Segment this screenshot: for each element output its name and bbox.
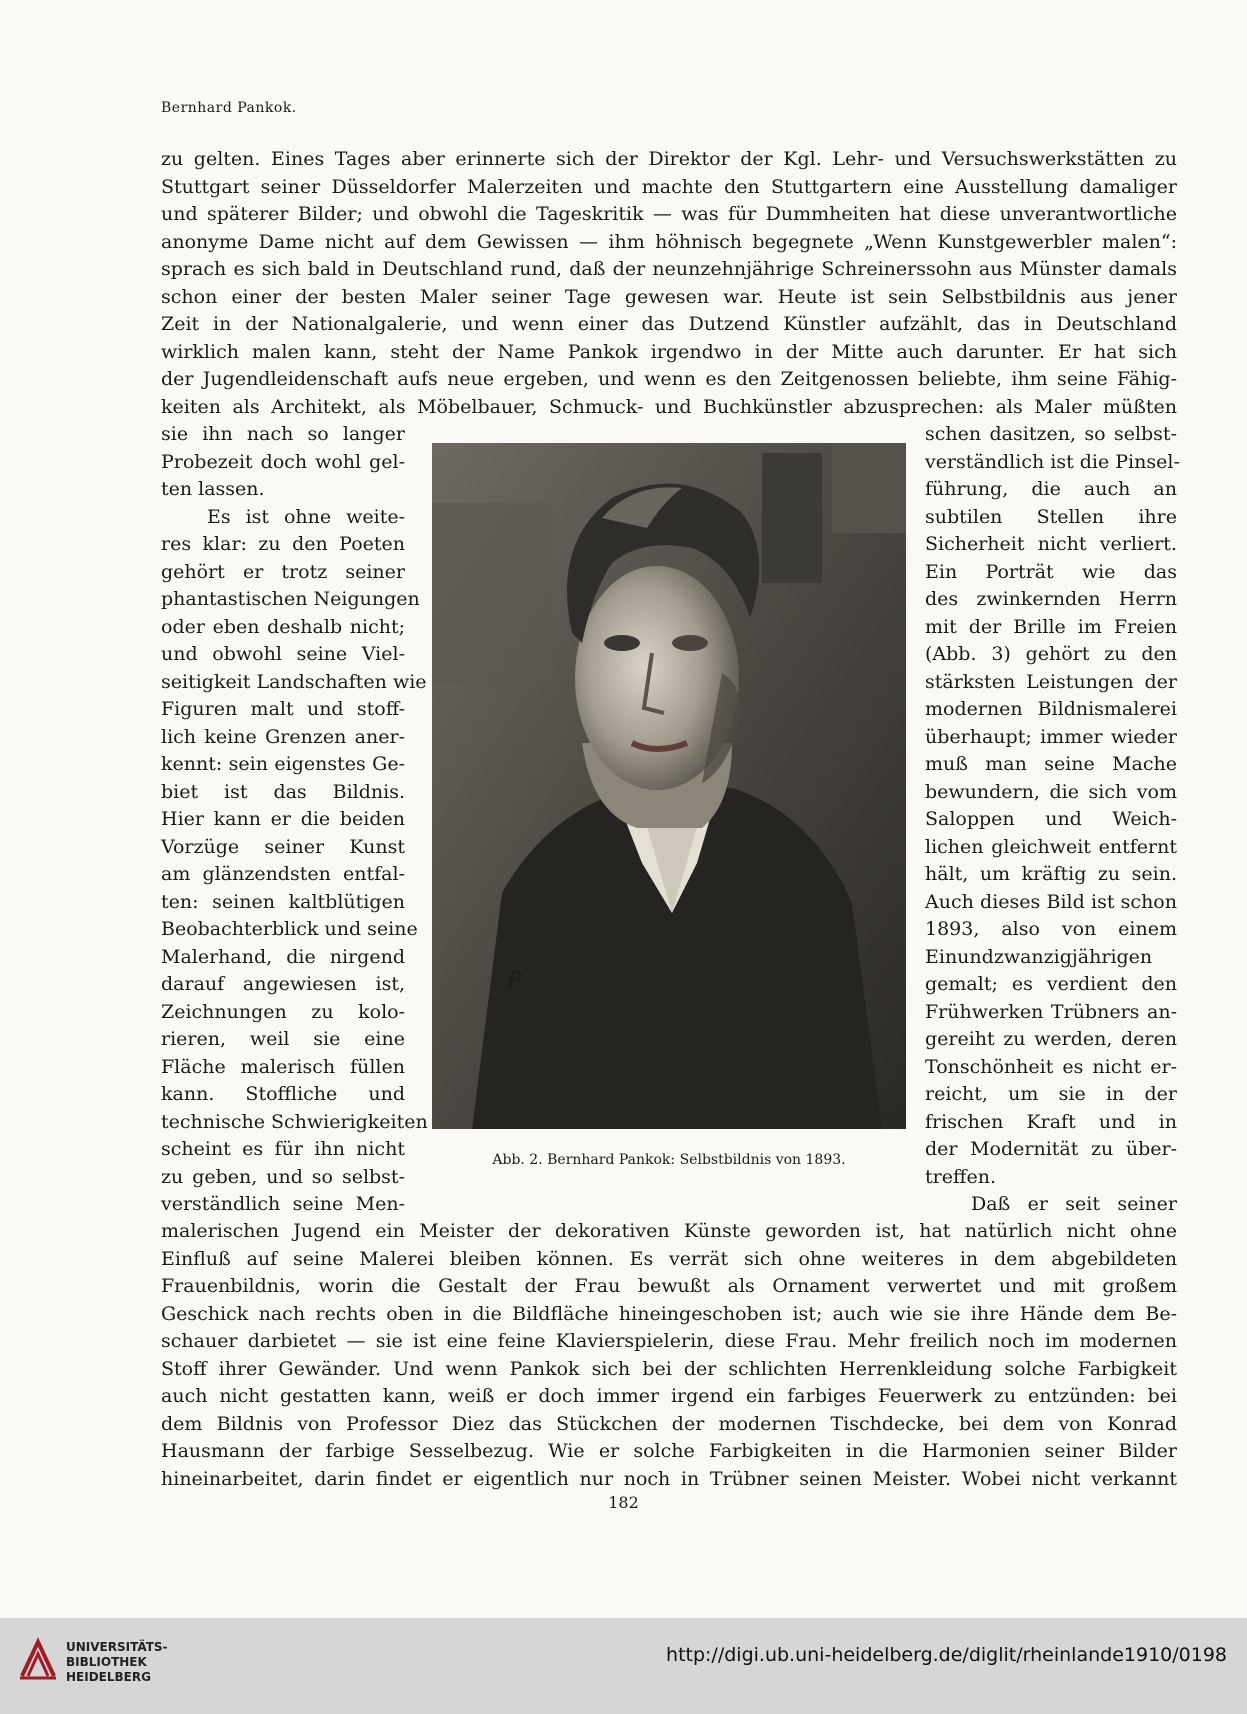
left-column-line: zu geben, und so selbst-	[161, 1165, 405, 1188]
left-column-line: Beobachterblick und seine	[161, 918, 418, 940]
left-column-line: oder eben deshalb nicht;	[161, 615, 405, 638]
text-line: Hausmann der farbige Sesselbezug. Wie er solche Farbigkeiten in die Harmonien seiner Bilder	[161, 1440, 1177, 1462]
right-column-line: führung, die auch an	[925, 478, 1177, 500]
text-line: Stoff ihrer Gewänder. Und wenn Pankok sich bei der schlichten Herrenkleidung solche Farbigkeit	[161, 1357, 1177, 1380]
left-column-line: verständlich seine Men-	[161, 1193, 405, 1215]
left-column-line: rieren, weil sie eine	[161, 1028, 405, 1050]
text-line: schon einer der besten Maler seiner Tage gewesen war. Heute ist sein Selbstbildnis aus jener	[161, 285, 1177, 308]
right-column-line: 1893, also von einem	[925, 918, 1177, 940]
footer-bar	[0, 1618, 1247, 1714]
text-line: Geschick nach rechts oben in die Bildfläche hineingeschoben ist; auch wie sie ihre Hände dem Be-	[161, 1302, 1177, 1325]
left-column-line: Fläche malerisch füllen	[161, 1055, 405, 1078]
self-portrait-painting	[432, 443, 906, 1129]
text-line: Stuttgart seiner Düsseldorfer Malerzeiten und machte den Stuttgartern eine Ausstellung damaliger	[161, 175, 1177, 198]
left-column-line: Vorzüge seiner Kunst	[161, 835, 405, 858]
right-column-line: (Abb. 3) gehört zu den	[925, 643, 1177, 665]
left-column-line: und obwohl seine Viel-	[161, 643, 405, 665]
page-number: 182	[608, 1493, 639, 1512]
left-column-line: Figuren malt und stoff-	[161, 698, 405, 720]
left-column-line: ten: seinen kaltblütigen	[161, 890, 405, 913]
right-column-line: Sicherheit nicht verliert.	[925, 533, 1177, 555]
right-column-line: überhaupt; immer wieder	[925, 725, 1177, 748]
running-head: Bernhard Pankok.	[161, 100, 297, 116]
left-column-line: scheint es für ihn nicht	[161, 1138, 405, 1160]
left-column-line: kennt: sein eigenstes Ge-	[161, 753, 405, 775]
text-line: der Jugendleidenschaft aufs neue ergeben, und wenn es den Zeitgenossen beliebte, ihm seine Fähig-	[161, 368, 1177, 390]
right-column-line: des zwinkernden Herrn	[925, 588, 1177, 610]
left-column-line: ten lassen.	[161, 478, 265, 500]
library-name	[66, 1640, 168, 1685]
text-line: keiten als Architekt, als Möbelbauer, Schmuck- und Buchkünstler abzusprechen: als Maler müßten	[161, 395, 1177, 418]
right-column-line: modernen Bildnismalerei	[925, 698, 1177, 720]
text-line: anonyme Dame nicht auf dem Gewissen — ihm höhnisch begegnete „Wenn Kunstgewerbler malen“:	[161, 230, 1177, 253]
svg-text:P.: P.	[507, 969, 525, 994]
right-column-line: der Modernität zu über-	[925, 1138, 1177, 1160]
left-column-line: kann. Stoffliche und	[161, 1083, 405, 1105]
left-column-line: phantastischen Neigungen	[161, 588, 420, 610]
left-column-line: Probezeit doch wohl gel-	[161, 450, 405, 473]
left-column-line: darauf angewiesen ist,	[161, 973, 405, 995]
left-column-line: gehört er trotz seiner	[161, 560, 405, 583]
right-column-line: Saloppen und Weich-	[925, 808, 1177, 830]
university-library-logo-icon	[18, 1636, 58, 1680]
right-column-line: schen dasitzen, so selbst-	[925, 423, 1177, 445]
text-line: Einfluß auf seine Malerei bleiben können. Es verrät sich ohne weiteres in dem abgebildeten	[161, 1247, 1177, 1270]
text-line: zu gelten. Eines Tages aber erinnerte sich der Direktor der Kgl. Lehr- und Versuchswerkstätten zu	[161, 148, 1177, 170]
text-line: schauer darbietet — sie ist eine feine Klavierspielerin, diese Frau. Mehr freilich noch im modernen	[161, 1330, 1177, 1352]
text-line: wirklich malen kann, steht der Name Pankok irgendwo in der Mitte auch darunter. Er hat sich	[161, 340, 1177, 363]
right-column-line: Tonschönheit es nicht er-	[925, 1055, 1177, 1078]
left-column-line: seitigkeit Landschaften wie	[161, 670, 427, 693]
left-column-line: Zeichnungen zu kolo-	[161, 1000, 405, 1023]
left-column-line: Hier kann er die beiden	[161, 808, 405, 830]
text-line: Frauenbildnis, worin die Gestalt der Frau bewußt als Ornament verwertet und mit großem	[161, 1275, 1177, 1297]
left-column-line: am glänzendsten entfal-	[161, 863, 405, 885]
right-column-line: reicht, um sie in der	[925, 1083, 1177, 1105]
right-column-line: verständlich ist die Pinsel-	[925, 450, 1180, 473]
right-column-line: mit der Brille im Freien	[925, 615, 1177, 638]
left-column-line: Es ist ohne weite-	[207, 505, 405, 528]
text-line: hineinarbeitet, darin findet er eigentlich nur noch in Trübner seinen Meister. Wobei nicht verkannt	[161, 1467, 1177, 1490]
text-line: sprach es sich bald in Deutschland rund, daß der neunzehnjährige Schreinerssohn aus Münster damals	[161, 258, 1177, 280]
right-column-line: Ein Porträt wie das	[925, 560, 1177, 583]
right-column-line: hält, um kräftig zu sein.	[925, 863, 1177, 885]
right-column-line: Einundzwanzigjährigen	[925, 945, 1153, 968]
left-column-line: sie ihn nach so langer	[161, 423, 405, 445]
text-line: und späterer Bilder; und obwohl die Tageskritik — was für Dummheiten hat diese unverantwortliche	[161, 203, 1177, 225]
left-column-line: res klar: zu den Poeten	[161, 533, 405, 555]
library-name-line: HEIDELBERG	[66, 1670, 151, 1684]
left-column-line: biet ist das Bildnis.	[161, 780, 405, 803]
right-column-line: stärksten Leistungen der	[925, 670, 1177, 693]
text-line: dem Bildnis von Professor Diez das Stückchen der modernen Tischdecke, bei dem von Konrad	[161, 1412, 1177, 1435]
right-column-line: frischen Kraft und in	[925, 1110, 1177, 1133]
right-column-line: gemalt; es verdient den	[925, 973, 1177, 995]
right-column-line: Frühwerken Trübners an-	[925, 1000, 1177, 1023]
text-line: auch nicht gestatten kann, weiß er doch immer irgend ein farbiges Feuerwerk zu entzünden: bei	[161, 1385, 1177, 1407]
text-line: malerischen Jugend ein Meister der dekorativen Künste geworden ist, hat natürlich nicht ohne	[161, 1220, 1177, 1242]
left-column-line: Malerhand, die nirgend	[161, 945, 405, 968]
right-column-line: treffen.	[925, 1165, 996, 1188]
left-column-line: technische Schwierigkeiten	[161, 1110, 428, 1133]
right-column-line: lichen gleichweit entfernt	[925, 835, 1177, 858]
library-name-line: UNIVERSITÄTS-	[66, 1640, 168, 1654]
figure-caption: Abb. 2. Bernhard Pankok: Selbstbildnis von 1893.	[492, 1152, 846, 1168]
right-column-line: muß man seine Mache	[925, 753, 1177, 775]
right-column-line: bewundern, die sich vom	[925, 780, 1177, 803]
right-column-line: Daß er seit seiner	[971, 1193, 1177, 1215]
portrait-illustration	[432, 443, 906, 1129]
right-column-line: Auch dieses Bild ist schon	[925, 890, 1177, 913]
library-name-line: BIBLIOTHEK	[66, 1655, 147, 1669]
left-column-line: lich keine Grenzen aner-	[161, 725, 405, 748]
right-column-line: subtilen Stellen ihre	[925, 505, 1177, 528]
right-column-line: gereiht zu werden, deren	[925, 1028, 1177, 1050]
source-url-link[interactable]: http://digi.ub.uni-heidelberg.de/diglit/rheinlande1910/0198	[666, 1644, 1227, 1666]
text-line: Zeit in der Nationalgalerie, und wenn einer das Dutzend Künstler aufzählt, das in Deutschland	[161, 313, 1177, 335]
